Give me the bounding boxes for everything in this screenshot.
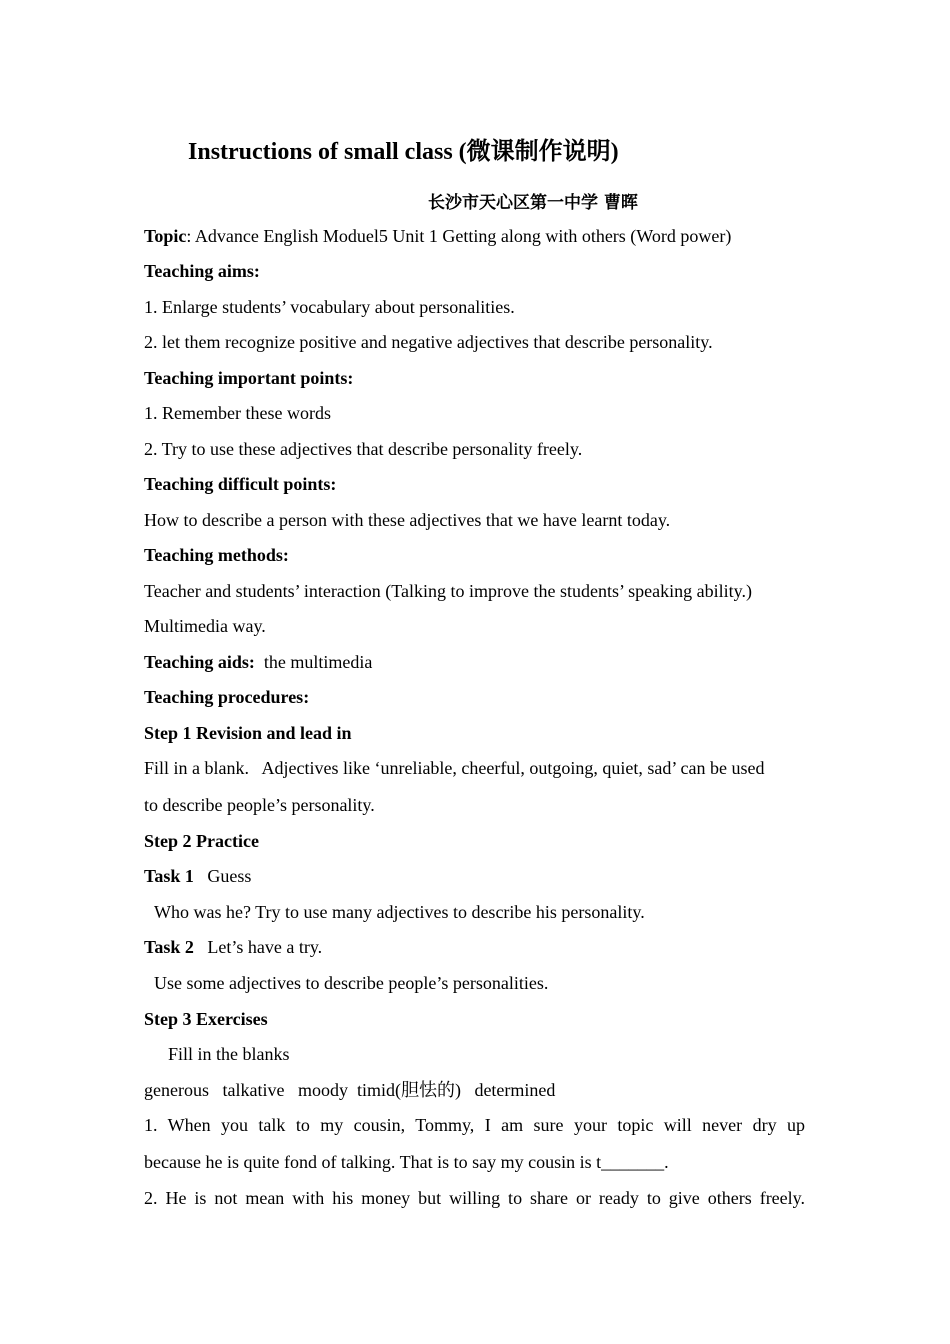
important-item: 1. Remember these words bbox=[144, 403, 331, 423]
topic-line bbox=[144, 224, 731, 248]
word-bank: generous talkative moody timid(胆怯的) determined bbox=[144, 1080, 556, 1100]
topic-text: : Advance English Moduel5 Unit 1 Getting along with others (Word power) bbox=[186, 226, 732, 246]
methods-item: Multimedia way. bbox=[144, 616, 266, 636]
difficult-text: How to describe a person with these adjectives that we have learnt today. bbox=[144, 510, 671, 530]
difficult-heading: Teaching difficult points: bbox=[144, 474, 337, 494]
task2-text: Use some adjectives to describe people’s personalities. bbox=[154, 973, 549, 993]
step1-line: to describe people’s personality. bbox=[144, 795, 375, 815]
topic-label: Topic bbox=[144, 226, 187, 246]
important-heading: Teaching important points: bbox=[144, 368, 354, 388]
aims-heading: Teaching aims: bbox=[144, 261, 260, 281]
question-2-line: 2. He is not mean with his money but willing to share or ready to give others freely. bbox=[144, 1188, 805, 1208]
step1-heading: Step 1 Revision and lead in bbox=[144, 723, 352, 743]
document-title: Instructions of small class (微课制作说明) bbox=[188, 139, 619, 165]
aims-item: 2. let them recognize positive and negative adjectives that describe personality. bbox=[144, 332, 713, 352]
step2-heading: Step 2 Practice bbox=[144, 831, 259, 851]
step1-line: Fill in a blank. Adjectives like ‘unreliable, cheerful, outgoing, quiet, sad’ can be used bbox=[144, 758, 765, 778]
question-1-line: 1. When you talk to my cousin, Tommy, I am sure your topic will never dry up bbox=[144, 1115, 805, 1135]
task2-label: Task 2 bbox=[144, 937, 194, 957]
important-item: 2. Try to use these adjectives that describe personality freely. bbox=[144, 439, 583, 459]
task2-line bbox=[144, 935, 322, 959]
task1-text: Who was he? Try to use many adjectives to describe his personality. bbox=[154, 902, 645, 922]
task2-title: Let’s have a try. bbox=[207, 937, 323, 957]
aids-heading: Teaching aids: bbox=[144, 652, 255, 672]
methods-item: Teacher and students’ interaction (Talking to improve the students’ speaking ability.) bbox=[144, 581, 752, 601]
step3-instruction: Fill in the blanks bbox=[168, 1044, 290, 1064]
aids-text: the multimedia bbox=[263, 652, 373, 672]
task1-line bbox=[144, 864, 251, 888]
author-line: 长沙市天心区第一中学 曹晖 bbox=[428, 193, 638, 213]
aims-item: 1. Enlarge students’ vocabulary about personalities. bbox=[144, 297, 515, 317]
aids-line bbox=[144, 650, 372, 674]
procedures-heading: Teaching procedures: bbox=[144, 687, 310, 707]
task1-label: Task 1 bbox=[144, 866, 194, 886]
task1-title: Guess bbox=[207, 866, 252, 886]
question-1-line: because he is quite fond of talking. That is to say my cousin is t_______. bbox=[144, 1152, 669, 1172]
step3-heading: Step 3 Exercises bbox=[144, 1009, 268, 1029]
methods-heading: Teaching methods: bbox=[144, 545, 289, 565]
